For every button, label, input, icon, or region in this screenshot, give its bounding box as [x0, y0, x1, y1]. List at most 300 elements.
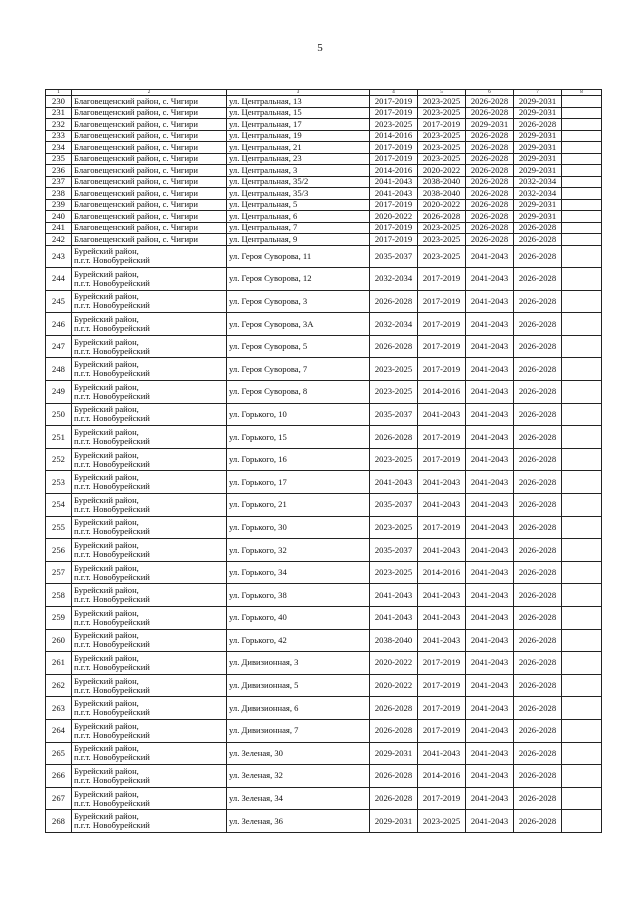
period-cell: 2023-2025 — [370, 516, 418, 539]
period-cell: 2026-2028 — [514, 448, 562, 471]
period-cell: 2020-2022 — [418, 165, 466, 177]
district-cell — [72, 107, 227, 119]
table-row — [46, 426, 602, 449]
period-cell: 2017-2019 — [418, 119, 466, 131]
address-cell: ул. Горького, 17 — [227, 471, 370, 494]
period-cell: 2029-2031 — [514, 96, 562, 108]
table-row — [46, 199, 602, 211]
table-row — [46, 584, 602, 607]
empty-cell — [562, 607, 602, 630]
district-line: п.г.т. Новобурейский — [74, 661, 150, 672]
period-cell: 2032-2034 — [370, 268, 418, 291]
table-row — [46, 165, 602, 177]
period-cell: 2029-2031 — [514, 142, 562, 154]
district-line: п.г.т. Новобурейский — [74, 300, 150, 311]
empty-cell — [562, 290, 602, 313]
row-number: 247 — [46, 335, 72, 358]
period-cell: 2041-2043 — [466, 516, 514, 539]
row-number: 255 — [46, 516, 72, 539]
period-cell: 2041-2043 — [418, 629, 466, 652]
address-cell: ул. Зеленая, 30 — [227, 742, 370, 765]
empty-cell — [562, 165, 602, 177]
period-cell: 2026-2028 — [514, 245, 562, 268]
row-number: 230 — [46, 96, 72, 108]
period-cell: 2026-2028 — [514, 674, 562, 697]
table-row — [46, 810, 602, 833]
period-cell: 2041-2043 — [466, 810, 514, 833]
period-cell: 2026-2028 — [514, 335, 562, 358]
row-number: 237 — [46, 176, 72, 188]
period-cell: 2017-2019 — [370, 199, 418, 211]
period-cell: 2026-2028 — [514, 471, 562, 494]
empty-cell — [562, 142, 602, 154]
district-line: Бурейский район, — [74, 720, 139, 731]
period-cell: 2041-2043 — [466, 471, 514, 494]
empty-cell — [562, 765, 602, 788]
period-cell: 2041-2043 — [466, 765, 514, 788]
period-cell: 2026-2028 — [370, 697, 418, 720]
district-cell — [72, 245, 227, 268]
district-line: Бурейский район, — [74, 675, 139, 686]
period-cell: 2029-2031 — [514, 211, 562, 223]
empty-cell — [562, 313, 602, 336]
period-cell: 2041-2043 — [466, 245, 514, 268]
district-line: п.г.т. Новобурейский — [74, 571, 150, 582]
period-cell: 2026-2028 — [514, 629, 562, 652]
empty-cell — [562, 107, 602, 119]
row-number: 245 — [46, 290, 72, 313]
district-cell — [72, 381, 227, 404]
district-line: Бурейский район, — [74, 291, 139, 302]
table-row — [46, 107, 602, 119]
period-cell: 2023-2025 — [418, 142, 466, 154]
empty-cell — [562, 268, 602, 291]
district-cell — [72, 96, 227, 108]
district-line: п.г.т. Новобурейский — [74, 729, 150, 740]
table-row — [46, 561, 602, 584]
period-cell: 2026-2028 — [514, 403, 562, 426]
district-cell — [72, 176, 227, 188]
period-cell: 2029-2031 — [514, 107, 562, 119]
period-cell: 2026-2028 — [466, 188, 514, 200]
district-line: п.г.т. Новобурейский — [74, 684, 150, 695]
period-cell: 2026-2028 — [370, 719, 418, 742]
row-number: 263 — [46, 697, 72, 720]
empty-cell — [562, 199, 602, 211]
district-cell — [72, 765, 227, 788]
address-cell: ул. Центральная, 19 — [227, 130, 370, 142]
period-cell: 2026-2028 — [514, 516, 562, 539]
table-row — [46, 674, 602, 697]
district-cell — [72, 426, 227, 449]
district-cell — [72, 742, 227, 765]
district-line: Бурейский район, — [74, 765, 139, 776]
district-line: Бурейский район, — [74, 811, 139, 822]
row-number: 267 — [46, 787, 72, 810]
table-row — [46, 787, 602, 810]
district-line: п.г.т. Новобурейский — [74, 345, 150, 356]
period-cell: 2041-2043 — [466, 787, 514, 810]
period-cell: 2029-2031 — [370, 742, 418, 765]
period-cell: 2026-2028 — [370, 335, 418, 358]
empty-cell — [562, 697, 602, 720]
table-row — [46, 130, 602, 142]
table-row — [46, 335, 602, 358]
period-cell: 2026-2028 — [466, 107, 514, 119]
row-number: 249 — [46, 381, 72, 404]
period-cell: 2035-2037 — [370, 539, 418, 562]
district-cell — [72, 697, 227, 720]
empty-cell — [562, 130, 602, 142]
empty-cell — [562, 211, 602, 223]
period-cell: 2023-2025 — [418, 222, 466, 234]
address-cell: ул. Горького, 10 — [227, 403, 370, 426]
district-line: п.г.т. Новобурейский — [74, 707, 150, 718]
period-cell: 2041-2043 — [418, 584, 466, 607]
empty-cell — [562, 810, 602, 833]
district-line: п.г.т. Новобурейский — [74, 413, 150, 424]
table-row — [46, 516, 602, 539]
district-line: Бурейский район, — [74, 427, 139, 438]
period-cell: 2023-2025 — [418, 234, 466, 246]
period-cell: 2035-2037 — [370, 403, 418, 426]
table-row — [46, 222, 602, 234]
empty-cell — [562, 494, 602, 517]
period-cell: 2041-2043 — [370, 607, 418, 630]
district-line: Бурейский район, — [74, 607, 139, 618]
period-cell: 2026-2028 — [370, 426, 418, 449]
district-cell — [72, 652, 227, 675]
district-line: Бурейский район, — [74, 630, 139, 641]
district-line: Благовещенский район, с. Чигири — [74, 153, 198, 164]
period-cell: 2041-2043 — [418, 539, 466, 562]
district-line: Благовещенский район, с. Чигири — [74, 95, 198, 106]
row-number: 250 — [46, 403, 72, 426]
period-cell: 2023-2025 — [370, 381, 418, 404]
row-number: 266 — [46, 765, 72, 788]
period-cell: 2017-2019 — [418, 358, 466, 381]
address-cell: ул. Зеленая, 34 — [227, 787, 370, 810]
address-cell: ул. Центральная, 35/2 — [227, 176, 370, 188]
district-line: Бурейский район, — [74, 246, 139, 257]
district-cell — [72, 629, 227, 652]
district-line: п.г.т. Новобурейский — [74, 503, 150, 514]
address-cell: ул. Горького, 15 — [227, 426, 370, 449]
district-line: Благовещенский район, с. Чигири — [74, 130, 198, 141]
table-row — [46, 539, 602, 562]
address-cell: ул. Зеленая, 36 — [227, 810, 370, 833]
period-cell: 2026-2028 — [514, 652, 562, 675]
district-cell — [72, 211, 227, 223]
district-cell — [72, 222, 227, 234]
table-row — [46, 607, 602, 630]
period-cell: 2017-2019 — [418, 268, 466, 291]
table-row — [46, 471, 602, 494]
row-number: 236 — [46, 165, 72, 177]
row-number: 248 — [46, 358, 72, 381]
period-cell: 2026-2028 — [514, 268, 562, 291]
table-row — [46, 765, 602, 788]
empty-cell — [562, 629, 602, 652]
address-cell: ул. Героя Суворова, 3А — [227, 313, 370, 336]
period-cell: 2041-2043 — [466, 381, 514, 404]
table-row — [46, 494, 602, 517]
table-row — [46, 742, 602, 765]
address-cell: ул. Горького, 40 — [227, 607, 370, 630]
period-cell: 2026-2028 — [466, 234, 514, 246]
district-line: Благовещенский район, с. Чигири — [74, 164, 198, 175]
district-cell — [72, 119, 227, 131]
address-cell: ул. Центральная, 21 — [227, 142, 370, 154]
period-cell: 2041-2043 — [466, 290, 514, 313]
address-cell: ул. Центральная, 7 — [227, 222, 370, 234]
address-cell: ул. Героя Суворова, 3 — [227, 290, 370, 313]
empty-cell — [562, 153, 602, 165]
period-cell: 2032-2034 — [370, 313, 418, 336]
row-number: 265 — [46, 742, 72, 765]
address-cell: ул. Дивизионная, 6 — [227, 697, 370, 720]
empty-cell — [562, 176, 602, 188]
period-cell: 2026-2028 — [514, 810, 562, 833]
column-number: 4 — [370, 90, 418, 96]
address-cell: ул. Героя Суворова, 5 — [227, 335, 370, 358]
period-cell: 2026-2028 — [514, 539, 562, 562]
period-cell: 2041-2043 — [370, 188, 418, 200]
period-cell: 2020-2022 — [418, 199, 466, 211]
district-line: Благовещенский район, с. Чигири — [74, 210, 198, 221]
district-line: Благовещенский район, с. Чигири — [74, 107, 198, 118]
period-cell: 2023-2025 — [370, 358, 418, 381]
address-cell: ул. Горького, 34 — [227, 561, 370, 584]
district-line: Бурейский район, — [74, 449, 139, 460]
row-number: 232 — [46, 119, 72, 131]
row-number: 241 — [46, 222, 72, 234]
period-cell: 2026-2028 — [514, 765, 562, 788]
row-number: 238 — [46, 188, 72, 200]
district-cell — [72, 494, 227, 517]
period-cell: 2041-2043 — [466, 742, 514, 765]
district-line: п.г.т. Новобурейский — [74, 436, 150, 447]
period-cell: 2041-2043 — [418, 494, 466, 517]
period-cell: 2041-2043 — [418, 607, 466, 630]
period-cell: 2026-2028 — [466, 176, 514, 188]
period-cell: 2029-2031 — [514, 153, 562, 165]
row-number: 253 — [46, 471, 72, 494]
period-cell: 2038-2040 — [418, 188, 466, 200]
table-row — [46, 652, 602, 675]
district-line: п.г.т. Новобурейский — [74, 390, 150, 401]
period-cell: 2023-2025 — [418, 245, 466, 268]
row-number: 259 — [46, 607, 72, 630]
district-line: п.г.т. Новобурейский — [74, 458, 150, 469]
empty-cell — [562, 403, 602, 426]
district-line: Благовещенский район, с. Чигири — [74, 222, 198, 233]
period-cell: 2041-2043 — [466, 584, 514, 607]
row-number: 240 — [46, 211, 72, 223]
district-line: п.г.т. Новобурейский — [74, 481, 150, 492]
district-line: Благовещенский район, с. Чигири — [74, 118, 198, 129]
table-row — [46, 211, 602, 223]
column-number: 6 — [466, 90, 514, 96]
period-cell: 2026-2028 — [514, 222, 562, 234]
period-cell: 2026-2028 — [370, 765, 418, 788]
period-cell: 2020-2022 — [370, 674, 418, 697]
empty-cell — [562, 381, 602, 404]
address-cell: ул. Горького, 21 — [227, 494, 370, 517]
district-line: Благовещенский район, с. Чигири — [74, 199, 198, 210]
period-cell: 2017-2019 — [418, 787, 466, 810]
district-cell — [72, 188, 227, 200]
period-cell: 2029-2031 — [370, 810, 418, 833]
period-cell: 2026-2028 — [514, 358, 562, 381]
empty-cell — [562, 652, 602, 675]
period-cell: 2041-2043 — [466, 607, 514, 630]
period-cell: 2026-2028 — [514, 742, 562, 765]
district-cell — [72, 607, 227, 630]
district-line: Бурейский район, — [74, 517, 139, 528]
period-cell: 2026-2028 — [466, 211, 514, 223]
address-cell: ул. Центральная, 13 — [227, 96, 370, 108]
period-cell: 2023-2025 — [418, 107, 466, 119]
period-cell: 2023-2025 — [370, 119, 418, 131]
row-number: 264 — [46, 719, 72, 742]
period-cell: 2029-2031 — [466, 119, 514, 131]
district-cell — [72, 539, 227, 562]
row-number: 252 — [46, 448, 72, 471]
period-cell: 2023-2025 — [370, 561, 418, 584]
period-cell: 2017-2019 — [418, 313, 466, 336]
period-cell: 2017-2019 — [370, 222, 418, 234]
address-cell: ул. Горького, 16 — [227, 448, 370, 471]
period-cell: 2041-2043 — [418, 471, 466, 494]
empty-cell — [562, 516, 602, 539]
period-cell: 2041-2043 — [370, 471, 418, 494]
district-cell — [72, 584, 227, 607]
district-line: п.г.т. Новобурейский — [74, 774, 150, 785]
table-row — [46, 268, 602, 291]
period-cell: 2026-2028 — [514, 494, 562, 517]
period-cell: 2041-2043 — [466, 403, 514, 426]
table-row — [46, 358, 602, 381]
empty-cell — [562, 188, 602, 200]
district-line: Бурейский район, — [74, 381, 139, 392]
address-cell: ул. Центральная, 23 — [227, 153, 370, 165]
column-number: 2 — [72, 90, 227, 96]
address-cell: ул. Дивизионная, 5 — [227, 674, 370, 697]
period-cell: 2023-2025 — [418, 96, 466, 108]
district-line: Бурейский район, — [74, 336, 139, 347]
empty-cell — [562, 222, 602, 234]
district-cell — [72, 561, 227, 584]
district-cell — [72, 234, 227, 246]
period-cell: 2026-2028 — [370, 787, 418, 810]
period-cell: 2026-2028 — [466, 130, 514, 142]
period-cell: 2041-2043 — [466, 313, 514, 336]
period-cell: 2038-2040 — [418, 176, 466, 188]
district-line: Бурейский район, — [74, 585, 139, 596]
district-line: Благовещенский район, с. Чигири — [74, 176, 198, 187]
period-cell: 2017-2019 — [418, 448, 466, 471]
column-number: 8 — [562, 90, 602, 96]
period-cell: 2017-2019 — [370, 234, 418, 246]
district-cell — [72, 335, 227, 358]
period-cell: 2026-2028 — [466, 222, 514, 234]
district-line: п.г.т. Новобурейский — [74, 797, 150, 808]
empty-cell — [562, 358, 602, 381]
period-cell: 2026-2028 — [514, 290, 562, 313]
district-line: Бурейский район, — [74, 562, 139, 573]
row-number: 244 — [46, 268, 72, 291]
period-cell: 2017-2019 — [418, 719, 466, 742]
table-row — [46, 153, 602, 165]
address-cell: ул. Дивизионная, 3 — [227, 652, 370, 675]
empty-cell — [562, 448, 602, 471]
district-line: Благовещенский район, с. Чигири — [74, 233, 198, 244]
address-cell: ул. Зеленая, 32 — [227, 765, 370, 788]
table-row — [46, 629, 602, 652]
address-cell: ул. Героя Суворова, 7 — [227, 358, 370, 381]
period-cell: 2014-2016 — [418, 381, 466, 404]
period-cell: 2041-2043 — [370, 176, 418, 188]
district-line: Бурейский район, — [74, 652, 139, 663]
period-cell: 2035-2037 — [370, 494, 418, 517]
district-cell — [72, 674, 227, 697]
empty-cell — [562, 719, 602, 742]
period-cell: 2026-2028 — [514, 426, 562, 449]
period-cell: 2026-2028 — [418, 211, 466, 223]
address-cell: ул. Героя Суворова, 12 — [227, 268, 370, 291]
period-cell: 2029-2031 — [514, 130, 562, 142]
district-line: п.г.т. Новобурейский — [74, 323, 150, 334]
period-cell: 2041-2043 — [466, 697, 514, 720]
district-cell — [72, 142, 227, 154]
district-line: п.г.т. Новобурейский — [74, 368, 150, 379]
column-number: 3 — [227, 90, 370, 96]
district-cell — [72, 313, 227, 336]
empty-cell — [562, 787, 602, 810]
table-row — [46, 188, 602, 200]
page-number: 5 — [317, 42, 323, 54]
period-cell: 2041-2043 — [466, 629, 514, 652]
row-number: 251 — [46, 426, 72, 449]
table-row — [46, 290, 602, 313]
period-cell: 2026-2028 — [514, 561, 562, 584]
empty-cell — [562, 674, 602, 697]
table-row — [46, 119, 602, 131]
district-cell — [72, 358, 227, 381]
period-cell: 2017-2019 — [418, 674, 466, 697]
period-cell: 2017-2019 — [370, 153, 418, 165]
period-cell: 2041-2043 — [370, 584, 418, 607]
period-cell: 2014-2016 — [370, 165, 418, 177]
district-line: п.г.т. Новобурейский — [74, 526, 150, 537]
period-cell: 2026-2028 — [466, 142, 514, 154]
district-line: п.г.т. Новобурейский — [74, 255, 150, 266]
column-number: 1 — [46, 90, 72, 96]
row-number: 260 — [46, 629, 72, 652]
district-line: Бурейский район, — [74, 743, 139, 754]
period-cell: 2026-2028 — [514, 119, 562, 131]
district-line: п.г.т. Новобурейский — [74, 820, 150, 831]
row-number: 239 — [46, 199, 72, 211]
period-cell: 2017-2019 — [418, 697, 466, 720]
period-cell: 2041-2043 — [466, 652, 514, 675]
period-cell: 2041-2043 — [466, 719, 514, 742]
address-cell: ул. Горького, 32 — [227, 539, 370, 562]
address-cell: ул. Центральная, 6 — [227, 211, 370, 223]
row-number: 234 — [46, 142, 72, 154]
district-line: Бурейский район, — [74, 404, 139, 415]
